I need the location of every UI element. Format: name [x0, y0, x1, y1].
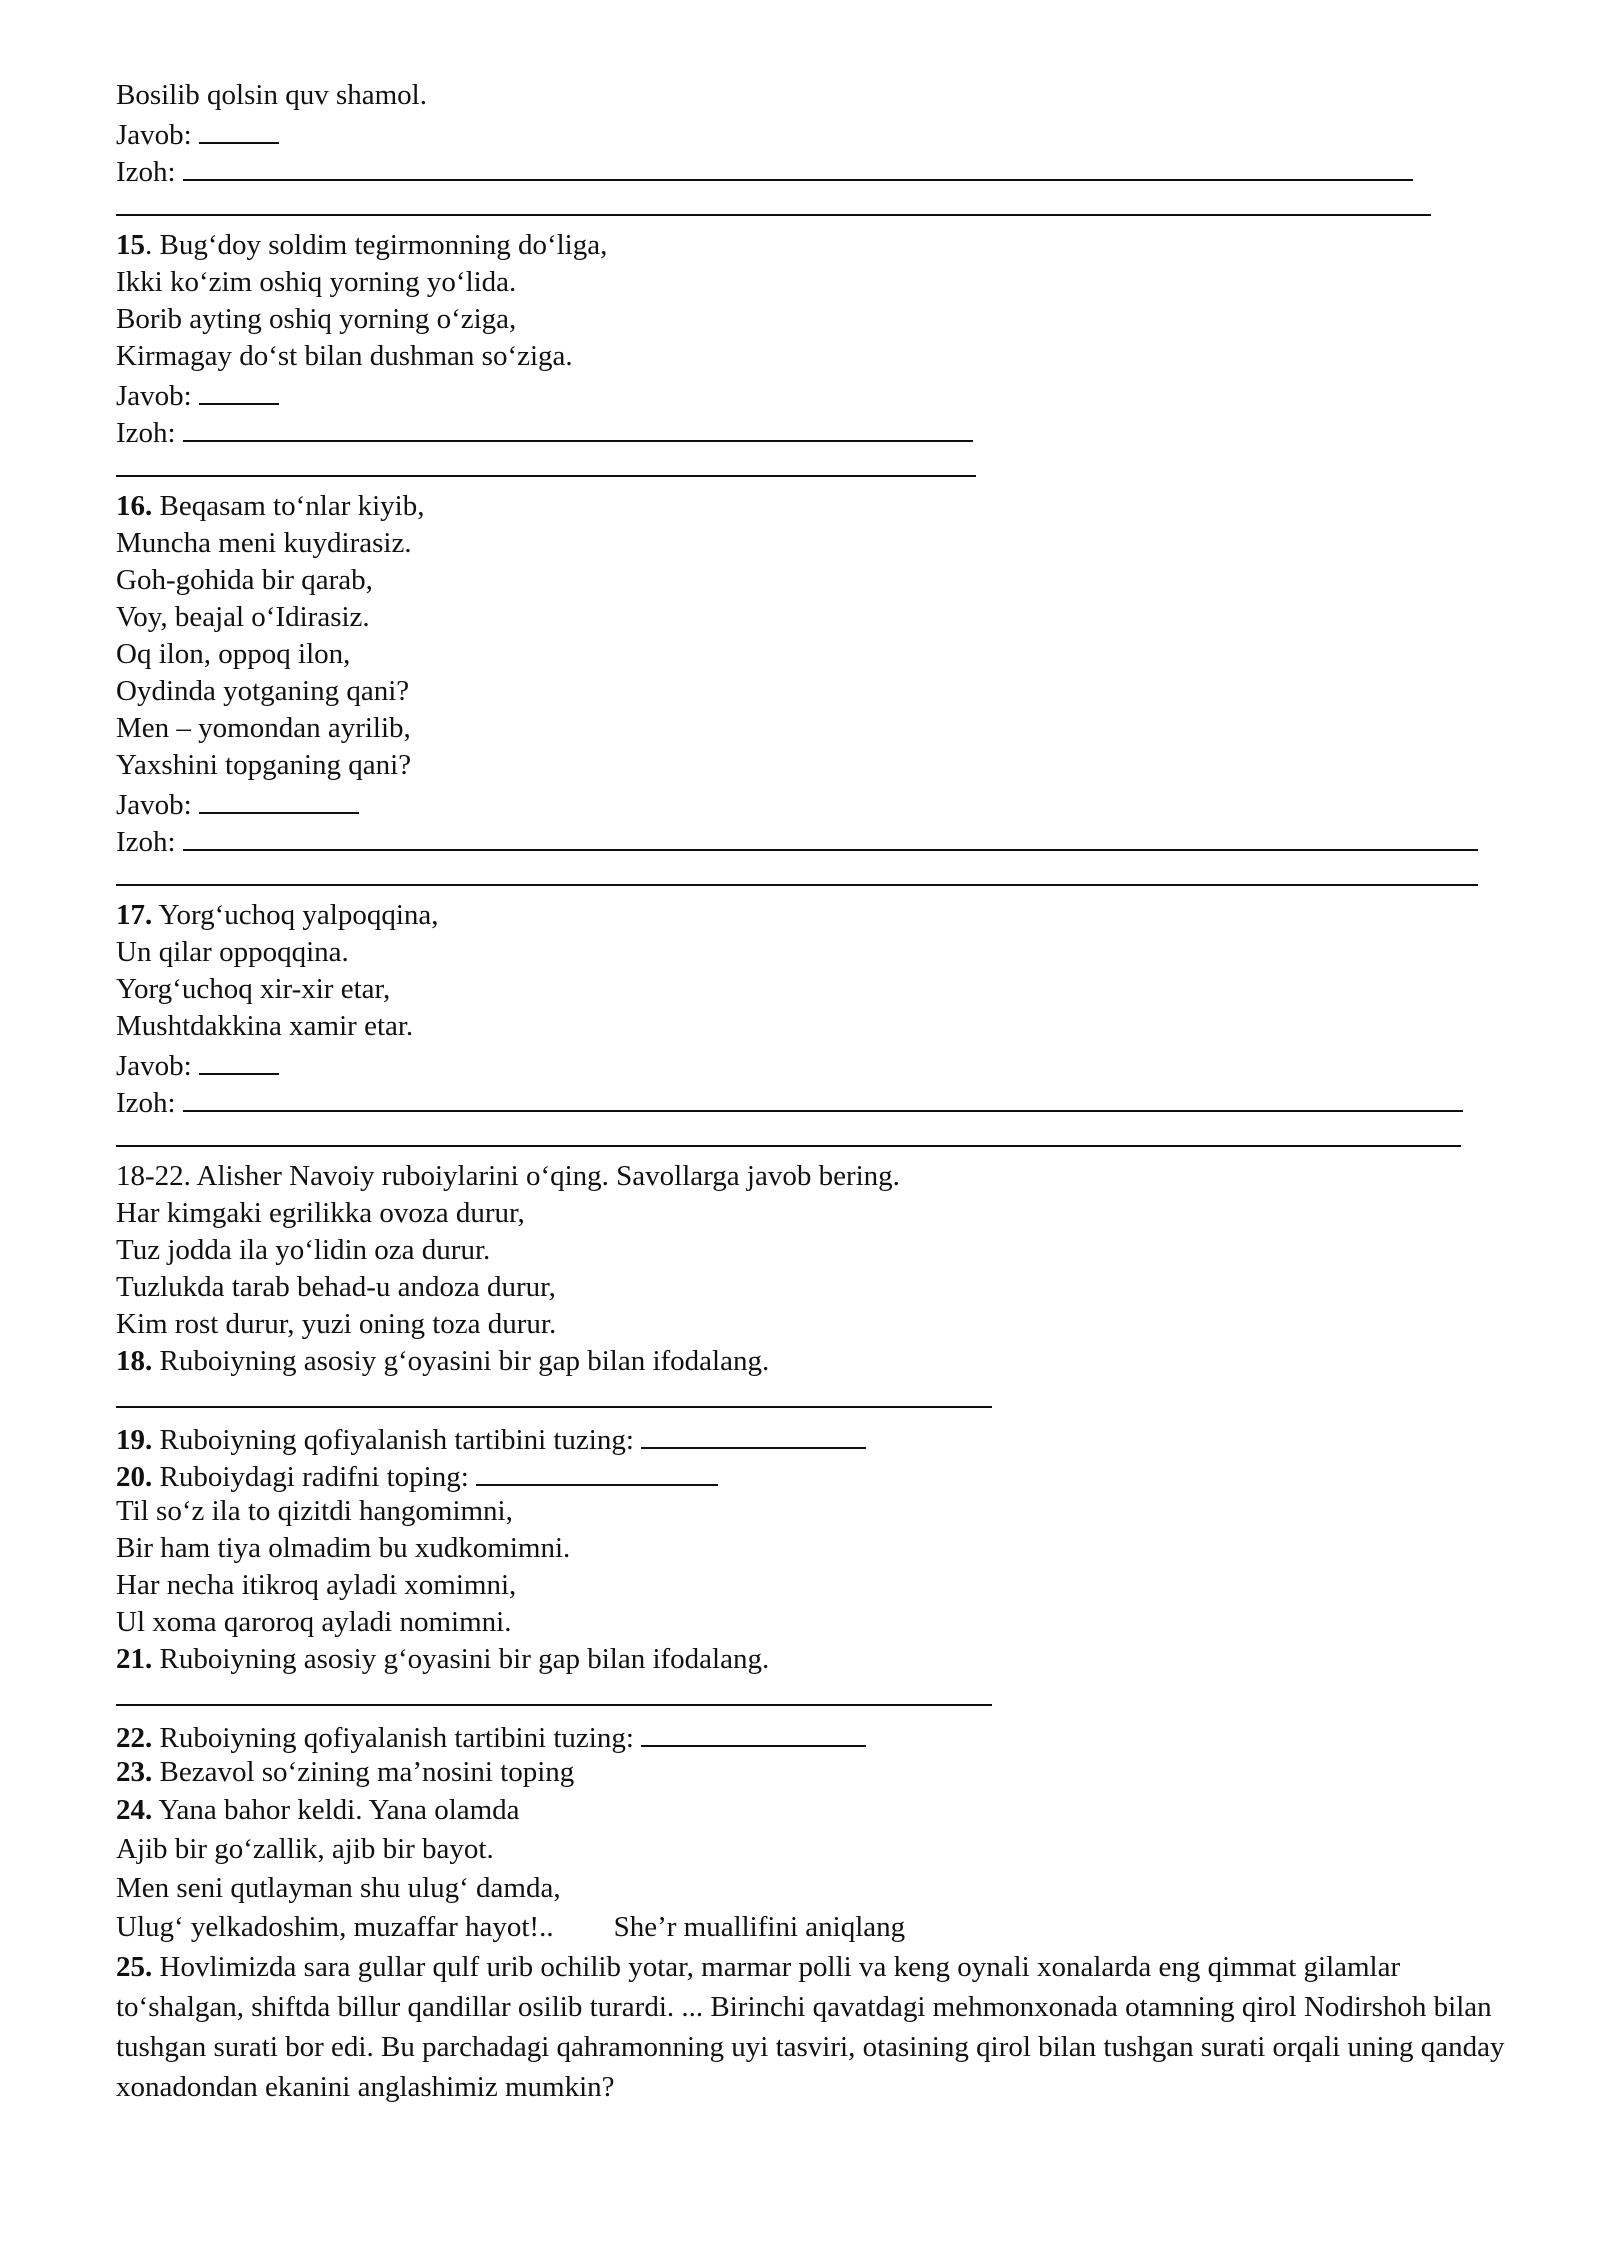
- answer-row: [116, 784, 1516, 821]
- answer-label: Javob:: [116, 119, 192, 151]
- answer-row: [116, 375, 1516, 412]
- poem-line: Voy, beajal o‘Idirasiz.: [116, 601, 370, 633]
- question-text: She’r muallifini aniqlang: [613, 1911, 906, 1943]
- poem-line: Oq ilon, oppoq ilon,: [116, 638, 351, 670]
- poem-line: Bir ham tiya olmadim bu xudkomimni.: [116, 1532, 571, 1564]
- note-blank-continued[interactable]: [116, 188, 1431, 216]
- poem-line: Yorg‘uchoq xir-xir etar,: [116, 973, 391, 1005]
- question-21: [116, 1641, 1516, 1678]
- poem-line: Bug‘doy soldim tegirmonning do‘liga,: [159, 229, 608, 261]
- answer-label: Javob:: [116, 380, 192, 412]
- poem-line: Men seni qutlayman shu ulug‘ damda,: [116, 1872, 561, 1904]
- poem-line: Har necha itikroq ayladi xomimni,: [116, 1569, 517, 1601]
- answer-blank[interactable]: [199, 375, 279, 405]
- answer-label: Javob:: [116, 1050, 192, 1082]
- poem-line: Un qilar oppoqqina.: [116, 936, 349, 968]
- answer-blank[interactable]: [641, 1419, 866, 1449]
- question-20: [116, 1456, 1516, 1493]
- question-number: 22.: [116, 1722, 153, 1754]
- poem-line: Beqasam to‘nlar kiyib,: [159, 490, 425, 522]
- question-number: 18.: [116, 1345, 153, 1377]
- poem-line: Yaxshini topganing qani?: [116, 749, 412, 781]
- question-23: [116, 1754, 1516, 1791]
- question-number: 20.: [116, 1461, 153, 1493]
- question-text: Ruboiyning asosiy g‘oyasini bir gap bilan ifodalang.: [159, 1345, 770, 1377]
- poem-line: Kirmagay do‘st bilan dushman so‘ziga.: [116, 340, 573, 372]
- note-label: Izoh:: [116, 1087, 176, 1119]
- question-text: Ruboiydagi radifni toping:: [159, 1461, 469, 1493]
- note-row: [116, 412, 1516, 449]
- worksheet-content: [116, 77, 1516, 2107]
- poem-line: Yorg‘uchoq yalpoqqina,: [158, 899, 439, 931]
- note-row: [116, 821, 1516, 858]
- poem-line: Borib ayting oshiq yorning o‘ziga,: [116, 303, 517, 335]
- question-number: 19.: [116, 1424, 153, 1456]
- poem-line: Men – yomondan ayrilib,: [116, 712, 411, 744]
- note-blank[interactable]: [183, 1082, 1463, 1112]
- poem-line: Til so‘z ila to qizitdi hangomimni,: [116, 1495, 513, 1527]
- question-number: 23.: [116, 1756, 153, 1788]
- note-blank[interactable]: [183, 821, 1478, 851]
- poem-line: Muncha meni kuydirasiz.: [116, 527, 412, 559]
- question-24: [116, 1791, 1516, 1830]
- question-number: 15: [116, 229, 145, 261]
- question-number: 21.: [116, 1643, 153, 1675]
- question-25: [116, 1947, 1511, 2107]
- note-label: Izoh:: [116, 826, 176, 858]
- question-15: 15. Bug‘doy soldim tegirmonning do‘liga,: [116, 229, 608, 261]
- note-blank-continued[interactable]: [116, 449, 976, 477]
- question-text: Ruboiyning qofiyalanish tartibini tuzing:: [159, 1722, 634, 1754]
- answer-blank[interactable]: [199, 784, 359, 814]
- poem-line: Yana bahor keldi. Yana olamda: [158, 1794, 520, 1826]
- poem-line: Ajib bir go‘zallik, ajib bir bayot.: [116, 1833, 494, 1865]
- note-label: Izoh:: [116, 417, 176, 449]
- question-text: Hovlimizda sara gullar qulf urib ochilib yotar, marmar polli va keng oynali xonalarda eng qimmat gilamlar to‘shalgan, shiftda billur qandillar osilib turardi. ... Birinchi qavatdagi mehmonxonada otamning qirol Nodirshoh bilan tushgan surati bor edi. Bu parchadagi qahramonning uyi tasviri, otasining qirol bilan tushgan surati orqali uning qanday xonadondan ekanini anglashimiz mumkin?: [116, 1951, 1505, 2103]
- poem-line-with-task: [116, 1908, 1516, 1947]
- poem-line: Goh-gohida bir qarab,: [116, 564, 373, 596]
- note-blank[interactable]: [183, 151, 1413, 181]
- poem-line: Tuzlukda tarab behad-u andoza durur,: [116, 1271, 556, 1303]
- poem-line: Tuz jodda ila yo‘lidin oza durur.: [116, 1234, 491, 1266]
- question-text: Bezavol so‘zining ma’nosini toping: [159, 1756, 575, 1788]
- poem-line: Ulug‘ yelkadoshim, muzaffar hayot!..: [116, 1911, 554, 1943]
- question-number: 25.: [116, 1951, 153, 1983]
- answer-label: Javob:: [116, 789, 192, 821]
- poem-line: Har kimgaki egrilikka ovoza durur,: [116, 1197, 525, 1229]
- question-number: 16.: [116, 490, 153, 522]
- poem-line: Ul xoma qaroroq ayladi nomimni.: [116, 1606, 512, 1638]
- question-22: [116, 1717, 1516, 1754]
- poem-line: Bosilib qolsin quv shamol.: [116, 79, 427, 111]
- answer-blank[interactable]: [476, 1456, 718, 1486]
- note-row: [116, 151, 1516, 188]
- note-blank-continued[interactable]: [116, 1119, 1461, 1147]
- poem-line: Kim rost durur, yuzi oning toza durur.: [116, 1308, 557, 1340]
- answer-blank[interactable]: [116, 1380, 992, 1408]
- poem-line: Ikki ko‘zim oshiq yorning yo‘lida.: [116, 266, 517, 298]
- question-text: Ruboiyning qofiyalanish tartibini tuzing:: [159, 1424, 634, 1456]
- section-heading: 18-22. Alisher Navoiy ruboiylarini o‘qing. Savollarga javob bering.: [116, 1160, 900, 1192]
- note-row: [116, 1082, 1516, 1119]
- question-number: 17.: [116, 899, 153, 931]
- question-19: [116, 1419, 1516, 1456]
- answer-row: [116, 114, 1516, 151]
- poem-line: Mushtdakkina xamir etar.: [116, 1010, 414, 1042]
- question-17: [116, 897, 1516, 934]
- answer-row: [116, 1045, 1516, 1082]
- question-18: [116, 1343, 1516, 1380]
- poem-line: Oydinda yotganing qani?: [116, 675, 410, 707]
- note-label: Izoh:: [116, 156, 176, 188]
- question-number: 24.: [116, 1794, 153, 1826]
- answer-blank[interactable]: [641, 1717, 866, 1747]
- answer-blank[interactable]: [199, 1045, 279, 1075]
- note-blank[interactable]: [183, 412, 973, 442]
- question-16: [116, 488, 1516, 525]
- note-blank-continued[interactable]: [116, 858, 1478, 886]
- answer-blank[interactable]: [199, 114, 279, 144]
- answer-blank[interactable]: [116, 1678, 992, 1706]
- question-text: Ruboiyning asosiy g‘oyasini bir gap bilan ifodalang.: [159, 1643, 770, 1675]
